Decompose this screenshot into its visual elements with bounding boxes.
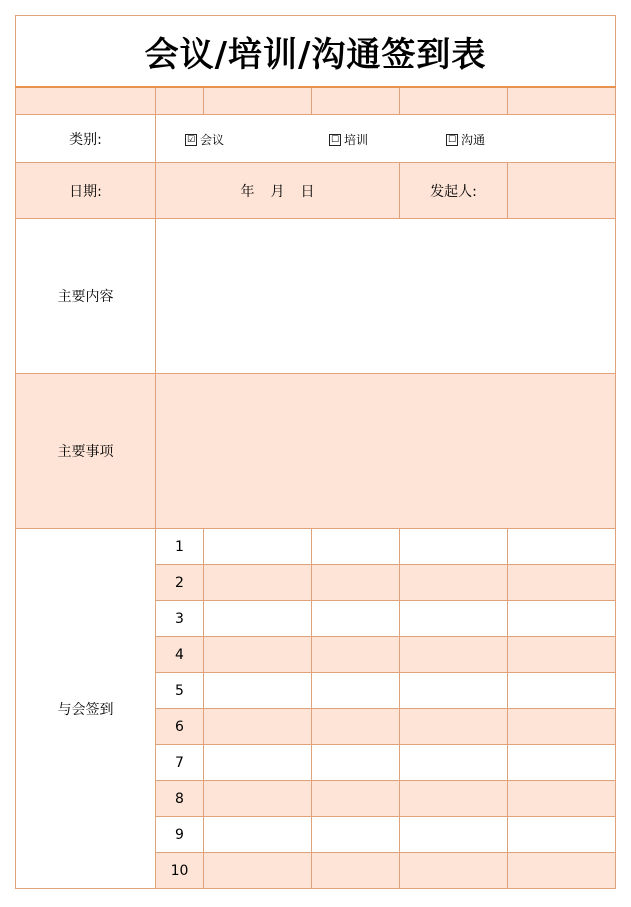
row-number: 7 — [156, 745, 204, 781]
row-number: 2 — [156, 565, 204, 601]
row-number: 3 — [156, 601, 204, 637]
attendance-label: 与会签到 — [16, 529, 156, 889]
spacer-cell — [508, 87, 616, 115]
checkbox-icon[interactable]: ☐ — [447, 134, 457, 145]
option-training-label: 培训 — [344, 133, 369, 147]
initiator-label: 发起人: — [400, 163, 508, 219]
signature-cell[interactable] — [400, 673, 508, 709]
signature-cell[interactable] — [204, 637, 312, 673]
row-number: 6 — [156, 709, 204, 745]
signature-cell[interactable] — [400, 817, 508, 853]
signature-cell[interactable] — [312, 565, 400, 601]
row-number: 8 — [156, 781, 204, 817]
spacer-cell — [16, 87, 156, 115]
signature-cell[interactable] — [204, 529, 312, 565]
signature-cell[interactable] — [312, 637, 400, 673]
signature-cell[interactable] — [508, 781, 616, 817]
sign-in-table — [15, 15, 616, 889]
row-number: 1 — [156, 529, 204, 565]
signature-cell[interactable] — [204, 781, 312, 817]
spacer-cell — [312, 87, 400, 115]
date-day: 日 — [300, 183, 315, 200]
option-meeting-label: 会议 — [200, 133, 225, 147]
signature-cell[interactable] — [400, 745, 508, 781]
checkbox-icon[interactable]: ☐ — [330, 134, 340, 145]
signature-cell[interactable] — [312, 529, 400, 565]
option-meeting[interactable] — [185, 131, 224, 148]
date-label: 日期: — [16, 163, 156, 219]
signature-cell[interactable] — [312, 601, 400, 637]
main-content-field[interactable] — [156, 219, 616, 374]
initiator-field[interactable] — [508, 163, 616, 219]
category-options — [156, 115, 616, 163]
signature-cell[interactable] — [508, 601, 616, 637]
signature-cell[interactable] — [312, 817, 400, 853]
signature-cell[interactable] — [508, 673, 616, 709]
signature-cell[interactable] — [204, 601, 312, 637]
signature-cell[interactable] — [312, 709, 400, 745]
signature-cell[interactable] — [204, 673, 312, 709]
row-number: 5 — [156, 673, 204, 709]
page-title: 会议/培训/沟通签到表 — [16, 16, 616, 88]
signature-cell[interactable] — [508, 565, 616, 601]
main-content-label: 主要内容 — [16, 219, 156, 374]
signature-cell[interactable] — [400, 637, 508, 673]
signature-cell[interactable] — [508, 529, 616, 565]
main-items-field[interactable] — [156, 374, 616, 529]
signature-cell[interactable] — [400, 781, 508, 817]
sign-in-sheet — [15, 15, 615, 889]
main-items-label: 主要事项 — [16, 374, 156, 529]
signature-cell[interactable] — [508, 637, 616, 673]
option-training[interactable] — [329, 131, 368, 148]
signature-cell[interactable] — [312, 781, 400, 817]
signature-cell[interactable] — [204, 745, 312, 781]
signature-cell[interactable] — [508, 709, 616, 745]
signature-cell[interactable] — [508, 745, 616, 781]
option-communication[interactable] — [446, 131, 485, 148]
spacer-cell — [400, 87, 508, 115]
date-month: 月 — [270, 183, 285, 200]
signature-cell[interactable] — [312, 853, 400, 889]
signature-cell[interactable] — [400, 709, 508, 745]
signature-cell[interactable] — [312, 673, 400, 709]
signature-cell[interactable] — [204, 853, 312, 889]
row-number: 10 — [156, 853, 204, 889]
signature-cell[interactable] — [400, 529, 508, 565]
row-number: 4 — [156, 637, 204, 673]
signature-cell[interactable] — [400, 853, 508, 889]
category-label: 类别: — [16, 115, 156, 163]
signature-cell[interactable] — [400, 601, 508, 637]
signature-cell[interactable] — [508, 817, 616, 853]
spacer-cell — [156, 87, 204, 115]
spacer-row — [16, 87, 616, 115]
signature-cell[interactable] — [204, 709, 312, 745]
signature-cell[interactable] — [204, 817, 312, 853]
date-field[interactable] — [156, 163, 400, 219]
signature-cell[interactable] — [204, 565, 312, 601]
option-communication-label: 沟通 — [461, 133, 486, 147]
date-year: 年 — [240, 183, 255, 200]
signature-cell[interactable] — [312, 745, 400, 781]
signature-cell[interactable] — [508, 853, 616, 889]
signature-cell[interactable] — [400, 565, 508, 601]
spacer-cell — [204, 87, 312, 115]
checkbox-checked-icon[interactable]: ☑ — [186, 134, 196, 145]
row-number: 9 — [156, 817, 204, 853]
